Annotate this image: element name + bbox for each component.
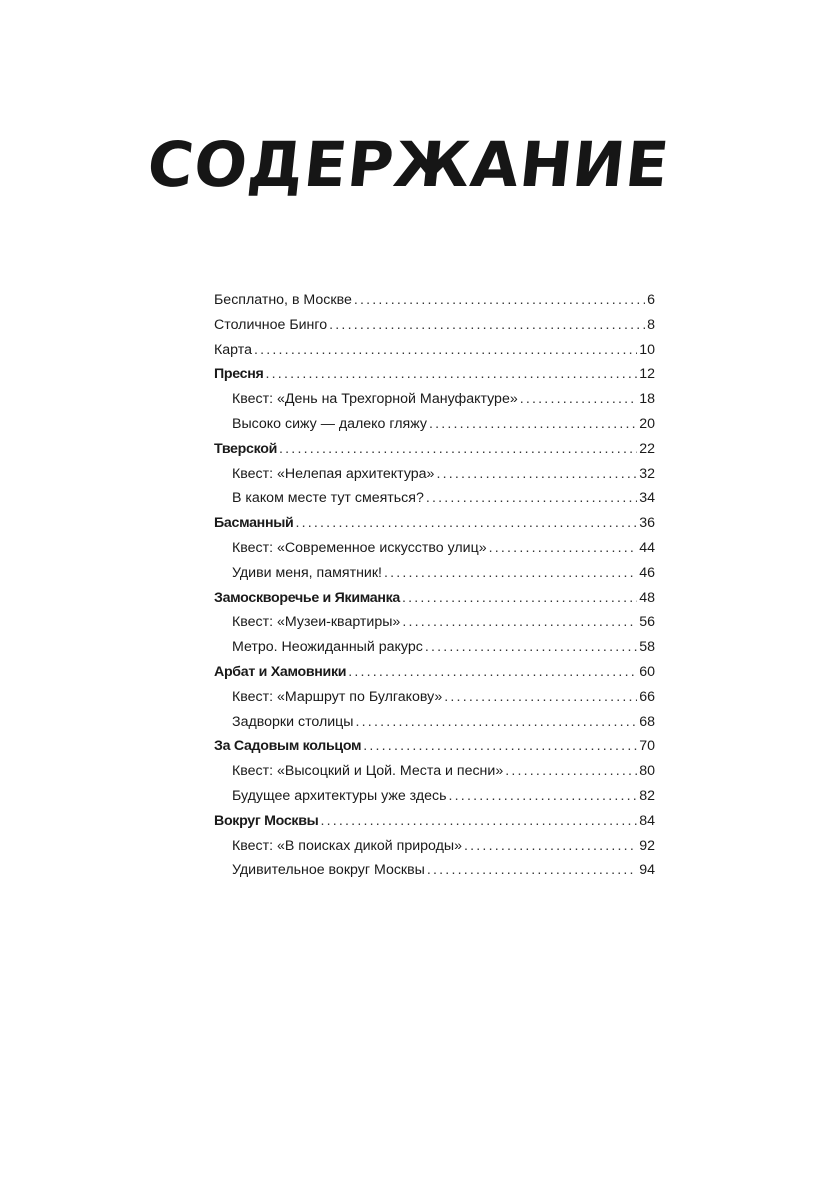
toc-label: Тверской [214,440,278,457]
toc-page-number: 22 [639,440,655,457]
toc-subentry-row[interactable] [214,759,655,784]
toc-dot-leader [348,660,637,685]
toc-page-number: 12 [639,366,655,383]
toc-label: Квест: «Нелепая архитектура» [232,465,435,482]
toc-subentry-row[interactable] [214,834,655,859]
toc-dot-leader [320,809,637,834]
toc-subentry-row[interactable] [214,561,655,586]
toc-dot-leader [354,288,645,313]
toc-dot-leader [425,635,637,660]
toc-subentry-row[interactable] [214,486,655,511]
toc-label: Квест: «Современное искусство улиц» [232,539,487,556]
toc-dot-leader [279,437,637,462]
toc-label: Бесплатно, в Москве [214,292,352,308]
toc-label: Карта [214,341,252,358]
toc-page-number: 68 [639,713,655,730]
toc-subentry-row[interactable] [214,784,655,809]
toc-label: В каком месте тут смеяться? [232,490,424,507]
toc-label: Квест: «Маршрут по Булгакову» [232,688,443,705]
toc-label: Квест: «В поисках дикой природы» [232,837,462,854]
toc-section-row[interactable] [214,734,655,759]
toc-label: Метро. Неожиданный ракурс [232,639,423,656]
toc-dot-leader [254,338,637,363]
toc-label: Пресня [214,366,264,383]
toc-label: Удивительное вокруг Москвы [232,862,425,879]
toc-subentry-row[interactable] [214,710,655,735]
toc-label: Столичное Бинго [214,316,328,333]
toc-dot-leader [384,561,637,586]
toc-label: Удиви меня, памятник! [232,564,382,581]
table-of-contents [214,288,655,883]
toc-section-row[interactable] [214,362,655,387]
toc-dot-leader [266,362,638,387]
toc-dot-leader [329,313,645,338]
toc-dot-leader [505,759,637,784]
toc-section-row[interactable] [214,809,655,834]
toc-dot-leader [449,784,638,809]
toc-entry-row[interactable] [214,313,655,338]
toc-dot-leader [402,586,637,611]
toc-label: Задворки столицы [232,713,354,730]
toc-dot-leader [520,387,637,412]
toc-dot-leader [489,536,638,561]
toc-entry-row[interactable] [214,338,655,363]
toc-page-number: 58 [639,639,655,656]
toc-subentry-row[interactable] [214,610,655,635]
toc-dot-leader [444,685,637,710]
toc-dot-leader [356,710,638,735]
toc-label: Замоскворечье и Якиманка [214,589,400,606]
toc-subentry-row[interactable] [214,858,655,883]
toc-subentry-row[interactable] [214,462,655,487]
toc-label: Высоко сижу — далеко гляжу [232,415,427,432]
toc-label: За Садовым кольцом [214,738,362,755]
toc-page-number: 48 [639,589,655,606]
toc-page-number: 8 [647,316,655,333]
toc-section-row[interactable] [214,511,655,536]
page-title: СОДЕРЖАНИЕ [144,127,673,201]
toc-page-number: 66 [639,688,655,705]
toc-page-number: 70 [639,738,655,755]
toc-dot-leader [427,858,637,883]
toc-page-number: 92 [639,837,655,854]
toc-label: Квест: «Музеи-квартиры» [232,614,401,631]
toc-dot-leader [295,511,637,536]
toc-dot-leader [436,462,637,487]
toc-page-number: 94 [639,862,655,879]
toc-label: Арбат и Хамовники [214,663,347,680]
toc-page-number: 84 [639,812,655,829]
toc-label: Квест: «День на Трехгорной Мануфактуре» [232,391,518,408]
toc-page-number: 60 [639,663,655,680]
toc-page-number: 32 [639,465,655,482]
toc-page-number: 6 [647,292,655,308]
toc-section-row[interactable] [214,586,655,611]
toc-page-number: 36 [639,515,655,532]
toc-page-number: 10 [639,341,655,358]
toc-page-number: 18 [639,391,655,408]
toc-label: Квест: «Высоцкий и Цой. Места и песни» [232,763,504,780]
toc-label: Басманный [214,515,294,532]
toc-page-number: 20 [639,415,655,432]
toc-page-number: 82 [639,787,655,804]
toc-dot-leader [363,734,637,759]
toc-subentry-row[interactable] [214,685,655,710]
toc-page-number: 44 [639,539,655,556]
toc-page-number: 80 [639,763,655,780]
toc-dot-leader [402,610,637,635]
toc-section-row[interactable] [214,660,655,685]
toc-entry-row[interactable] [214,288,655,313]
toc-dot-leader [429,412,637,437]
toc-subentry-row[interactable] [214,536,655,561]
toc-dot-leader [426,486,637,511]
toc-page-number: 46 [639,564,655,581]
toc-dot-leader [464,834,637,859]
toc-page-number: 56 [639,614,655,631]
toc-label: Вокруг Москвы [214,812,319,829]
toc-subentry-row[interactable] [214,412,655,437]
toc-subentry-row[interactable] [214,635,655,660]
toc-section-row[interactable] [214,437,655,462]
toc-label: Будущее архитектуры уже здесь [232,787,447,804]
toc-subentry-row[interactable] [214,387,655,412]
toc-page-number: 34 [639,490,655,507]
